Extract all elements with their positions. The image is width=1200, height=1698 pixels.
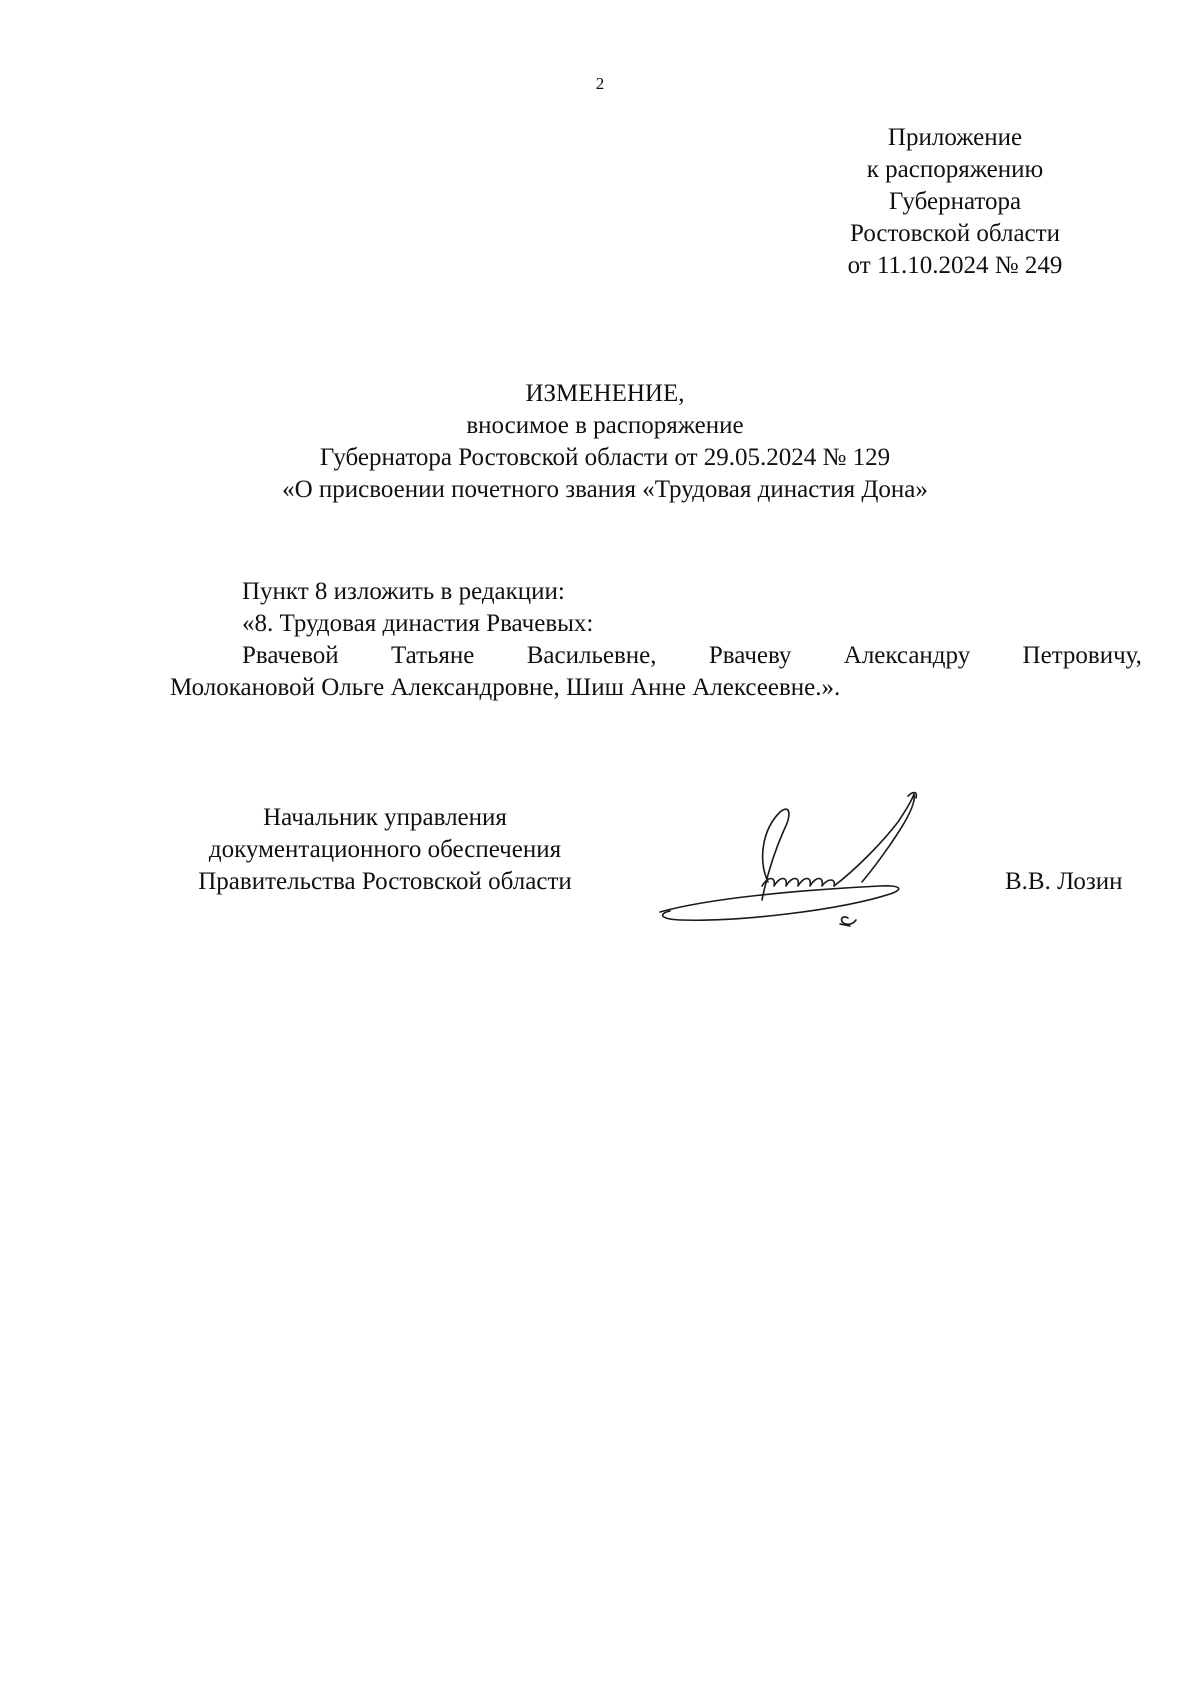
- title-line: вносимое в распоряжение: [466, 412, 744, 439]
- body-word: Рвачевой: [242, 642, 339, 669]
- body-paragraph-justified-line: [170, 640, 1142, 672]
- page-number: 2: [595, 74, 605, 93]
- title-line: Губернатора Ростовской области от 29.05.2024 № 129: [319, 444, 891, 471]
- appendix-header: [820, 122, 1090, 282]
- body-paragraph-continuation: Молокановой Ольге Александровне, Шиш Анне Алексеевне.».: [170, 674, 841, 701]
- title-heading: ИЗМЕНЕНИЕ,: [525, 380, 685, 407]
- handwritten-signature: [650, 790, 980, 940]
- signer-position-line: Правительства Ростовской области: [198, 868, 572, 895]
- body-word: Александру: [843, 642, 971, 669]
- body-paragraph: Пункт 8 изложить в редакции:: [242, 578, 565, 605]
- document-title: [170, 378, 1040, 506]
- appendix-line: к распоряжению: [866, 156, 1044, 183]
- signer-position-line: Начальник управления: [263, 804, 507, 831]
- body-word: Рвачеву: [708, 642, 792, 669]
- body-word: Татьяне: [391, 642, 475, 669]
- body-paragraph: «8. Трудовая династия Рвачевых:: [242, 610, 594, 637]
- appendix-line: Ростовской области: [850, 220, 1060, 247]
- body-word: Петровичу,: [1022, 642, 1142, 669]
- appendix-line: от 11.10.2024 № 249: [847, 252, 1063, 279]
- body-word: Васильевне,: [526, 642, 657, 669]
- appendix-line: Губернатора: [888, 188, 1022, 215]
- signer-position: [170, 802, 600, 898]
- title-line: «О присвоении почетного звания «Трудовая династия Дона»: [282, 476, 928, 503]
- signer-name: В.В. Лозин: [1005, 868, 1123, 895]
- appendix-line: Приложение: [887, 124, 1023, 151]
- signer-position-line: документационного обеспечения: [208, 836, 562, 863]
- document-body: [170, 576, 1142, 704]
